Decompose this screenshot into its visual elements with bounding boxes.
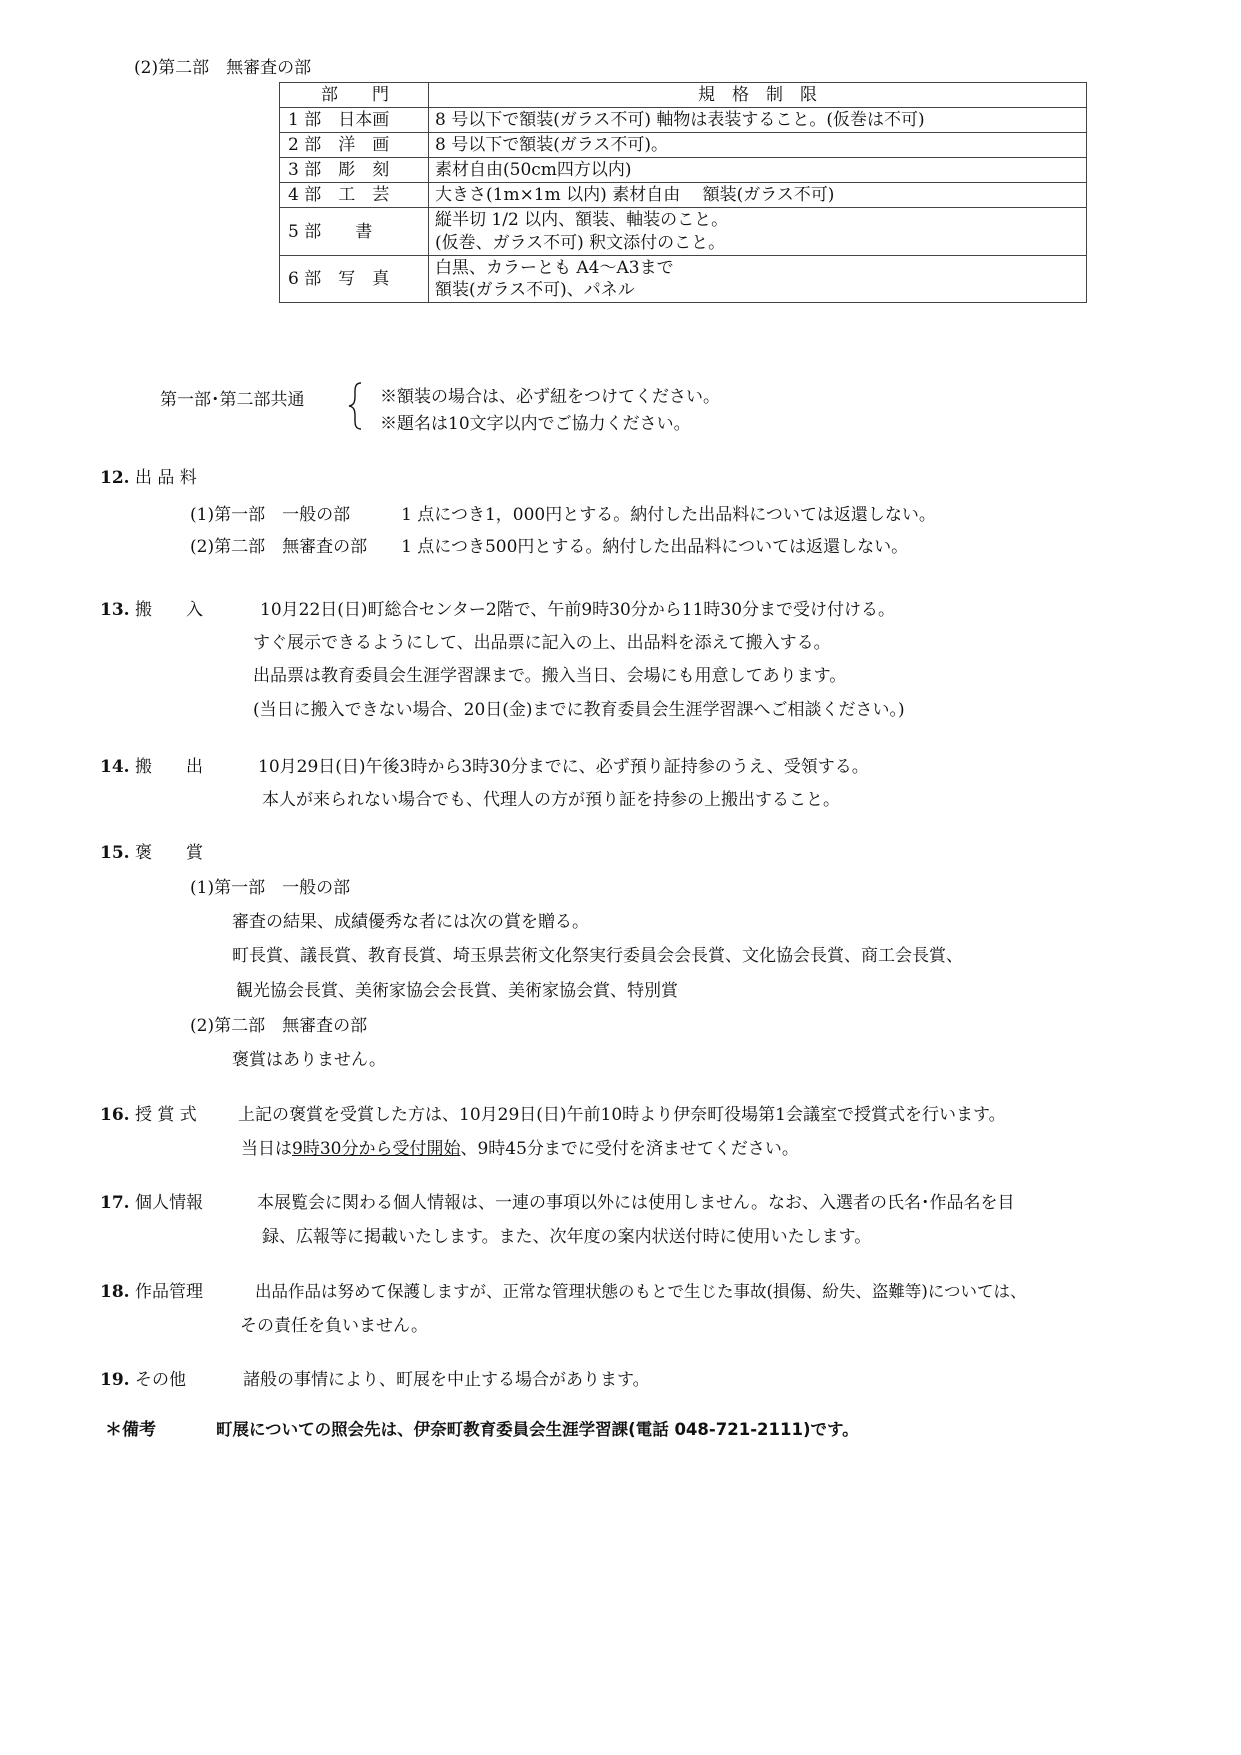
section-13-heading xyxy=(100,600,203,620)
dept-cell: 2 部 洋 画 xyxy=(280,133,429,158)
section-number: 13. xyxy=(100,600,130,620)
section-number: 14. xyxy=(100,757,130,777)
table-header-row xyxy=(280,83,1087,108)
spec-line: 白黒、カラーとも A4～A3まで xyxy=(435,257,674,278)
carry-out-line: 10月29日(日)午後3時から3時30分までに、必ず預り証持参のうえ、受領する。 xyxy=(258,757,869,777)
header-spec: 規 格 制 限 xyxy=(429,83,1087,108)
remarks-label: ＊備考 xyxy=(105,1420,156,1440)
section-number: 16. xyxy=(100,1105,130,1125)
management-line: 出品作品は努めて保護しますが、正常な管理状態のもとで生じた事故(損傷、紛失、盗難等)については、 xyxy=(255,1282,1027,1301)
section-12-heading xyxy=(100,468,197,488)
management-line: その責任を負いません。 xyxy=(240,1316,429,1336)
section-two-heading: (2)第二部 無審査の部 xyxy=(134,58,312,78)
spec-line: 額装(ガラス不可)、パネル xyxy=(435,279,635,300)
spec-line: 縦半切 1/2 以内、額装、軸装のこと。 xyxy=(435,210,729,231)
table-row xyxy=(280,108,1087,133)
carry-out-line: 本人が来られない場合でも、代理人の方が預り証を持参の上搬出すること。 xyxy=(262,790,840,810)
section-14-heading xyxy=(100,757,203,777)
section-17-heading xyxy=(100,1193,203,1213)
section-title: 個人情報 xyxy=(134,1193,203,1213)
spec-cell xyxy=(429,208,1087,255)
section-number: 18. xyxy=(100,1282,130,1302)
reception-time-underlined: 9時30分から受付開始 xyxy=(292,1139,461,1159)
fee-line: (1)第一部 一般の部 1 点につき1，000円とする。納付した出品料については返還しない。 xyxy=(190,505,936,525)
section-title: 出 品 料 xyxy=(134,468,197,488)
section-number: 12. xyxy=(100,468,130,488)
award-line: 褒賞はありません。 xyxy=(232,1050,387,1070)
carry-in-line: 出品票は教育委員会生涯学習課まで。搬入当日、会場にも用意してあります。 xyxy=(253,666,847,686)
spec-line: (仮巻、ガラス不可) 釈文添付のこと。 xyxy=(435,232,726,253)
other-line: 諸般の事情により、町展を中止する場合があります。 xyxy=(243,1370,650,1390)
award-subheading: (1)第一部 一般の部 xyxy=(190,878,351,898)
header-dept: 部 門 xyxy=(280,83,429,108)
spec-cell: 8 号以下で額装(ガラス不可) 軸物は表装すること。(仮巻は不可) xyxy=(429,108,1087,133)
ceremony-text: 、9時45分までに受付を済ませてください。 xyxy=(460,1139,799,1159)
section-number: 17. xyxy=(100,1193,130,1213)
common-note: ※額装の場合は、必ず紐をつけてください。 xyxy=(380,387,720,407)
award-subheading: (2)第二部 無審査の部 xyxy=(190,1016,368,1036)
spec-cell: 8 号以下で額装(ガラス不可)。 xyxy=(429,133,1087,158)
award-line: 観光協会長賞、美術家協会会長賞、美術家協会賞、特別賞 xyxy=(236,981,678,1001)
section-15-heading xyxy=(100,843,203,863)
section-title: 搬 出 xyxy=(134,757,203,777)
common-label: 第一部･第二部共通 xyxy=(160,390,305,410)
table-row xyxy=(280,208,1087,255)
section-number: 19. xyxy=(100,1370,130,1390)
dept-cell: 6 部 写 真 xyxy=(280,255,429,302)
fee-line: (2)第二部 無審査の部 1 点につき500円とする。納付した出品料については返還しない。 xyxy=(190,537,909,557)
curly-brace-icon xyxy=(348,382,362,430)
section-title: 褒 賞 xyxy=(134,843,203,863)
section-title: その他 xyxy=(134,1370,186,1390)
privacy-line: 録、広報等に掲載いたします。また、次年度の案内状送付時に使用いたします。 xyxy=(262,1227,872,1247)
carry-in-line: (当日に搬入できない場合、20日(金)までに教育委員会生涯学習課へご相談ください。) xyxy=(253,700,905,720)
remarks-text: 町展についての照会先は、伊奈町教育委員会生涯学習課(電話 048-721-2111)です。 xyxy=(216,1420,859,1439)
section-19-heading xyxy=(100,1370,186,1390)
section-title: 授 賞 式 xyxy=(134,1105,197,1125)
table-row xyxy=(280,133,1087,158)
privacy-line: 本展覧会に関わる個人情報は、一連の事項以外には使用しません。なお、入選者の氏名･作品名を目 xyxy=(257,1193,1015,1213)
section-18-heading xyxy=(100,1282,203,1302)
carry-in-line: すぐ展示できるようにして、出品票に記入の上、出品料を添えて搬入する。 xyxy=(253,633,831,653)
spec-table xyxy=(279,82,1087,303)
common-note: ※題名は10文字以内でご協力ください。 xyxy=(380,414,691,434)
dept-cell: 3 部 彫 刻 xyxy=(280,158,429,183)
section-title: 搬 入 xyxy=(134,600,203,620)
dept-cell: 1 部 日本画 xyxy=(280,108,429,133)
table-row xyxy=(280,158,1087,183)
carry-in-line: 10月22日(日)町総合センター2階で、午前9時30分から11時30分まで受け付ける。 xyxy=(260,600,896,620)
dept-cell: 5 部 書 xyxy=(280,208,429,255)
spec-cell: 素材自由(50cm四方以内) xyxy=(429,158,1087,183)
section-16-heading xyxy=(100,1105,197,1125)
ceremony-text: 当日は xyxy=(241,1139,292,1159)
award-line: 町長賞、議長賞、教育長賞、埼玉県芸術文化祭実行委員会会長賞、文化協会長賞、商工会長賞、 xyxy=(232,946,963,966)
table-row xyxy=(280,183,1087,208)
spec-cell: 大きさ(1m×1m 以内) 素材自由 額装(ガラス不可) xyxy=(429,183,1087,208)
table-row xyxy=(280,255,1087,302)
ceremony-line: 上記の褒賞を受賞した方は、10月29日(日)午前10時より伊奈町役場第1会議室で授賞式を行います。 xyxy=(238,1105,1006,1125)
spec-cell xyxy=(429,255,1087,302)
section-number: 15. xyxy=(100,843,130,863)
dept-cell: 4 部 工 芸 xyxy=(280,183,429,208)
award-line: 審査の結果、成績優秀な者には次の賞を贈る。 xyxy=(232,912,589,932)
section-title: 作品管理 xyxy=(134,1282,203,1302)
ceremony-line xyxy=(241,1139,799,1159)
